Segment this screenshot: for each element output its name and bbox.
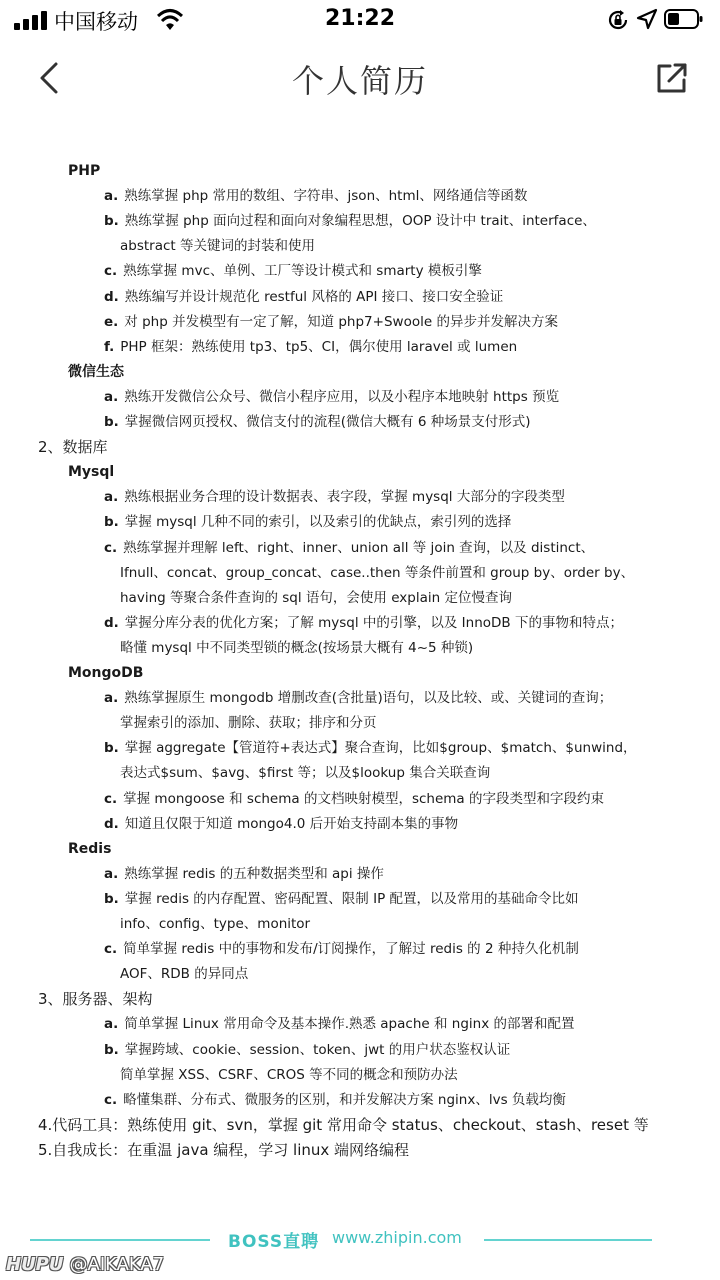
line-text: 知道且仅限于知道 mongo4.0 后开始支持副本集的事物 — [124, 816, 459, 832]
resume-line — [104, 1039, 510, 1061]
line-text: 掌握 mongoose 和 schema 的文档映射模型，schema 的字段类型和字段约束 — [123, 791, 604, 807]
line-text: 5.自我成长：在重温 java 编程，学习 linux 端网络编程 — [38, 1141, 410, 1159]
line-text: 熟练编写并设计规范化 restful 风格的 API 接口、接口安全验证 — [124, 289, 504, 305]
resume-line — [104, 260, 482, 282]
line-text: 熟练掌握 redis 的五种数据类型和 api 操作 — [124, 866, 384, 882]
list-marker: d. — [104, 615, 119, 631]
resume-line — [104, 286, 503, 308]
line-text: 掌握微信网页授权、微信支付的流程(微信大概有 6 种场景支付形式) — [124, 414, 531, 430]
line-text: 掌握跨域、cookie、session、token、jwt 的用户状态鉴权认证 — [124, 1042, 511, 1058]
resume-line — [68, 461, 114, 483]
line-text: info、config、type、monitor — [120, 916, 311, 932]
resume-line — [68, 838, 111, 860]
footer — [0, 1222, 720, 1258]
list-marker: b. — [104, 1042, 119, 1058]
rotation-lock-icon — [606, 8, 630, 32]
resume-line — [104, 813, 458, 835]
resume-line — [120, 587, 512, 609]
list-marker: f. — [104, 339, 115, 355]
resume-line — [104, 788, 604, 810]
resume-line — [104, 386, 559, 408]
share-icon[interactable] — [652, 58, 692, 98]
line-text: 熟练掌握原生 mongodb 增删改查(含批量)语句，以及比较、或、关键词的查询； — [124, 690, 613, 706]
resume-line — [104, 311, 558, 333]
resume-line — [38, 436, 108, 458]
line-text: 掌握 mysql 几种不同的索引，以及索引的优缺点，索引列的选择 — [124, 514, 512, 530]
resume-line — [120, 562, 634, 584]
line-text: 略懂 mysql 中不同类型锁的概念(按场景大概有 4~5 种锁) — [120, 640, 474, 656]
resume-line — [120, 1064, 458, 1086]
line-text: 3、服务器、架构 — [38, 990, 153, 1008]
line-text: 简单掌握 XSS、CSRF、CROS 等不同的概念和预防办法 — [120, 1067, 458, 1083]
list-marker: b. — [104, 740, 119, 756]
list-marker: a. — [104, 866, 119, 882]
carrier-label: 中国移动 — [54, 10, 138, 34]
line-text: PHP 框架：熟练使用 tp3、tp5、CI，偶尔使用 laravel 或 lumen — [120, 339, 518, 355]
resume-line — [104, 210, 596, 232]
resume-line — [104, 486, 565, 508]
line-text: Mysql — [68, 464, 115, 480]
resume-line — [68, 160, 100, 182]
resume-line — [38, 1114, 649, 1136]
line-text: 简单掌握 redis 中的事物和发布/订阅操作，了解过 redis 的 2 种持久化机制 — [123, 941, 579, 957]
resume-line — [104, 888, 579, 910]
line-text: 2、数据库 — [38, 438, 108, 456]
line-text: 简单掌握 Linux 常用命令及基本操作.熟悉 apache 和 nginx 的部署和配置 — [124, 1016, 575, 1032]
line-text: 掌握分库分表的优化方案；了解 mysql 中的引擎，以及 InnoDB 下的事物和特点； — [124, 615, 623, 631]
line-text: 熟练掌握并理解 left、right、inner、union all 等 join 查询，以及 distinct、 — [123, 540, 595, 556]
resume-line — [104, 537, 594, 559]
line-text: 表达式$sum、$avg、$first 等；以及$lookup 集合关联查询 — [120, 765, 491, 781]
list-marker: e. — [104, 314, 119, 330]
list-marker: b. — [104, 514, 119, 530]
resume-line — [104, 336, 517, 358]
footer-divider-left — [30, 1239, 210, 1241]
list-marker: c. — [104, 540, 118, 556]
list-marker: c. — [104, 791, 118, 807]
line-text: 熟练掌握 php 面向过程和面向对象编程思想，OOP 设计中 trait、interface、 — [124, 213, 596, 229]
list-marker: b. — [104, 213, 119, 229]
resume-line — [104, 737, 637, 759]
navigation-bar — [0, 40, 720, 120]
resume-line — [120, 762, 490, 784]
line-text: abstract 等关键词的封装和使用 — [120, 238, 315, 254]
clock: 21:22 — [324, 6, 396, 31]
resume-line — [38, 988, 153, 1010]
list-marker: c. — [104, 1092, 118, 1108]
resume-line — [104, 511, 511, 533]
page-title: 个人简历 — [291, 62, 428, 100]
resume-line — [104, 938, 579, 960]
line-text: 熟练根据业务合理的设计数据表、表字段，掌握 mysql 大部分的字段类型 — [124, 489, 565, 505]
list-marker: c. — [104, 263, 118, 279]
list-marker: a. — [104, 389, 119, 405]
list-marker: a. — [104, 489, 119, 505]
line-text: 熟练掌握 mvc、单例、工厂等设计模式和 smarty 模板引擎 — [123, 263, 482, 279]
footer-divider-right — [484, 1239, 652, 1241]
list-marker: d. — [104, 816, 119, 832]
resume-line — [120, 913, 310, 935]
location-arrow-icon — [636, 8, 658, 30]
boss-logo: BOSS直聘 — [228, 1232, 320, 1252]
line-text: having 等聚合条件查询的 sql 语句，会使用 explain 定位慢查询 — [120, 590, 512, 606]
battery-icon — [664, 8, 704, 30]
resume-line — [104, 1013, 574, 1035]
list-marker: a. — [104, 1016, 119, 1032]
line-text: 熟练开发微信公众号、微信小程序应用，以及小程序本地映射 https 预览 — [124, 389, 560, 405]
list-marker: a. — [104, 188, 119, 204]
footer-url: www.zhipin.com — [332, 1228, 462, 1247]
line-text: PHP — [68, 163, 101, 179]
resume-line — [120, 712, 377, 734]
resume-line — [104, 411, 531, 433]
line-text: 微信生态 — [68, 364, 124, 380]
status-bar — [0, 0, 720, 40]
watermark — [6, 1254, 164, 1275]
resume-line — [120, 637, 473, 659]
resume-line — [104, 612, 623, 634]
list-marker: b. — [104, 891, 119, 907]
resume-line — [68, 361, 124, 383]
resume-line — [104, 185, 527, 207]
line-text: 掌握索引的添加、删除、获取；排序和分页 — [120, 715, 377, 731]
line-text: 熟练掌握 php 常用的数组、字符串、json、html、网络通信等函数 — [124, 188, 528, 204]
list-marker: b. — [104, 414, 119, 430]
list-marker: c. — [104, 941, 118, 957]
line-text: 略懂集群、分布式、微服务的区别，和并发解决方案 nginx、lvs 负载均衡 — [123, 1092, 566, 1108]
resume-line — [120, 235, 315, 257]
resume-line — [104, 863, 384, 885]
watermark-user: @AIKAKA7 — [69, 1254, 165, 1275]
line-text: Ifnull、concat、group_concat、case..then 等条件前置和 group by、order by、 — [120, 565, 635, 581]
resume-line — [38, 1139, 409, 1161]
line-text: MongoDB — [68, 665, 144, 681]
line-text: AOF、RDB 的异同点 — [120, 966, 249, 982]
list-marker: d. — [104, 289, 119, 305]
line-text: 掌握 aggregate【管道符+表达式】聚合查询，比如$group、$match、$unwind， — [124, 740, 637, 756]
line-text: Redis — [68, 841, 112, 857]
resume-line — [104, 687, 612, 709]
watermark-brand: HUPU — [6, 1254, 64, 1275]
line-text: 4.代码工具：熟练使用 git、svn，掌握 git 常用命令 status、checkout、stash、reset 等 — [38, 1116, 649, 1134]
resume-line — [120, 963, 248, 985]
list-marker: a. — [104, 690, 119, 706]
resume-line — [68, 662, 143, 684]
resume-document — [0, 150, 720, 1210]
line-text: 对 php 并发模型有一定了解，知道 php7+Swoole 的异步并发解决方案 — [124, 314, 558, 330]
line-text: 掌握 redis 的内存配置、密码配置、限制 IP 配置，以及常用的基础命令比如 — [124, 891, 579, 907]
resume-line — [104, 1089, 566, 1111]
